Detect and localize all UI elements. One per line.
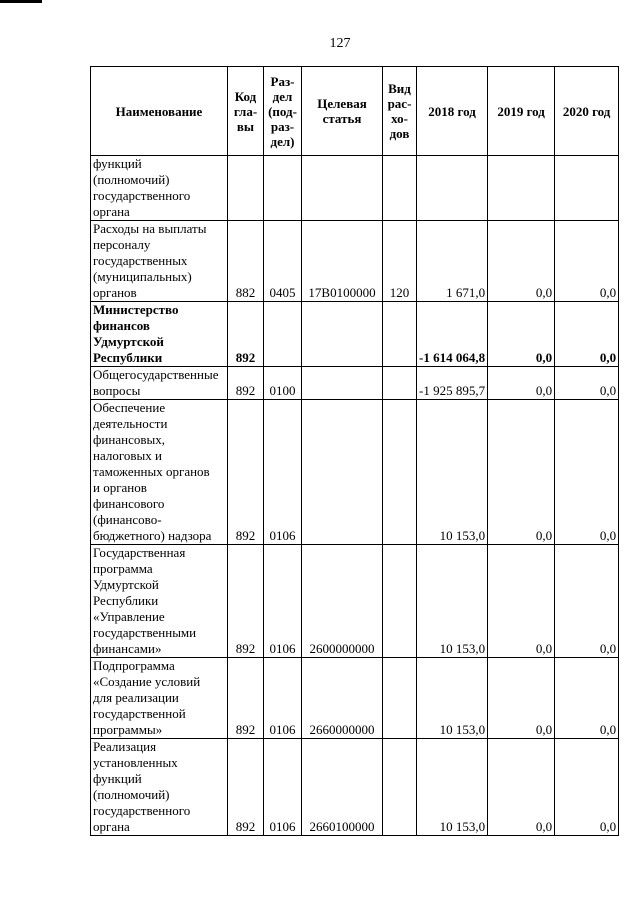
cell-expense-type: 120 (383, 221, 417, 302)
table-row (91, 400, 619, 545)
corner-mark (0, 0, 42, 3)
header-name: Наименование (91, 67, 228, 156)
cell-name: функций (полномочий) государственного органа (91, 156, 228, 221)
cell-2018: -1 614 064,8 (417, 302, 488, 367)
cell-2018: 10 153,0 (417, 658, 488, 739)
cell-chapter-code: 892 (228, 739, 264, 836)
header-target-article: Целевая статья (302, 67, 383, 156)
cell-chapter-code: 882 (228, 221, 264, 302)
table-row (91, 545, 619, 658)
cell-expense-type (383, 739, 417, 836)
cell-2020: 0,0 (555, 658, 619, 739)
cell-2018: -1 925 895,7 (417, 367, 488, 400)
cell-section (264, 156, 302, 221)
cell-2018: 10 153,0 (417, 400, 488, 545)
cell-section: 0106 (264, 739, 302, 836)
cell-expense-type (383, 658, 417, 739)
cell-chapter-code: 892 (228, 367, 264, 400)
header-expense-type: Вид рас- хо- дов (383, 67, 417, 156)
cell-2019 (488, 156, 555, 221)
cell-chapter-code: 892 (228, 658, 264, 739)
cell-target-article: 17В0100000 (302, 221, 383, 302)
cell-target-article: 2600000000 (302, 545, 383, 658)
cell-2019: 0,0 (488, 400, 555, 545)
cell-2019: 0,0 (488, 658, 555, 739)
budget-table (90, 66, 619, 836)
cell-chapter-code (228, 156, 264, 221)
cell-2020: 0,0 (555, 367, 619, 400)
table-row (91, 367, 619, 400)
cell-name: Общегосударственные вопросы (91, 367, 228, 400)
cell-target-article (302, 156, 383, 221)
cell-expense-type (383, 367, 417, 400)
cell-expense-type (383, 302, 417, 367)
table-row (91, 302, 619, 367)
cell-name: Министерство финансов Удмуртской Республики (91, 302, 228, 367)
header-row (91, 67, 619, 156)
cell-2019: 0,0 (488, 302, 555, 367)
cell-2020: 0,0 (555, 221, 619, 302)
cell-name: Расходы на выплаты персоналу государственных (муниципальных) органов (91, 221, 228, 302)
table-body (91, 156, 619, 836)
header-2020: 2020 год (555, 67, 619, 156)
cell-section: 0106 (264, 658, 302, 739)
cell-section: 0106 (264, 545, 302, 658)
page-number: 127 (329, 36, 351, 51)
cell-expense-type (383, 156, 417, 221)
cell-expense-type (383, 545, 417, 658)
cell-target-article (302, 400, 383, 545)
cell-target-article (302, 302, 383, 367)
cell-2020: 0,0 (555, 545, 619, 658)
cell-name: Реализация установленных функций (полномочий) государственного органа (91, 739, 228, 836)
cell-2018 (417, 156, 488, 221)
table-row (91, 156, 619, 221)
cell-2019: 0,0 (488, 739, 555, 836)
cell-2019: 0,0 (488, 221, 555, 302)
cell-2020: 0,0 (555, 400, 619, 545)
cell-chapter-code: 892 (228, 545, 264, 658)
cell-target-article (302, 367, 383, 400)
cell-section: 0100 (264, 367, 302, 400)
cell-target-article: 2660000000 (302, 658, 383, 739)
cell-name: Обеспечение деятельности финансовых, налоговых и таможенных органов и органов финансового (финансово- бюджетного) надзора (91, 400, 228, 545)
table-row (91, 221, 619, 302)
cell-name: Подпрограмма «Создание условий для реализации государственной программы» (91, 658, 228, 739)
cell-target-article: 2660100000 (302, 739, 383, 836)
cell-chapter-code: 892 (228, 302, 264, 367)
cell-2018: 10 153,0 (417, 545, 488, 658)
cell-section (264, 302, 302, 367)
cell-name: Государственная программа Удмуртской Республики «Управление государственными финансами» (91, 545, 228, 658)
cell-2018: 1 671,0 (417, 221, 488, 302)
header-2019: 2019 год (488, 67, 555, 156)
cell-chapter-code: 892 (228, 400, 264, 545)
header-chapter-code: Код гла- вы (228, 67, 264, 156)
cell-expense-type (383, 400, 417, 545)
header-section: Раз- дел (под- раз- дел) (264, 67, 302, 156)
cell-2019: 0,0 (488, 545, 555, 658)
table-row (91, 658, 619, 739)
table-row (91, 739, 619, 836)
header-2018: 2018 год (417, 67, 488, 156)
cell-2019: 0,0 (488, 367, 555, 400)
cell-2018: 10 153,0 (417, 739, 488, 836)
cell-2020: 0,0 (555, 302, 619, 367)
cell-2020: 0,0 (555, 739, 619, 836)
cell-2020 (555, 156, 619, 221)
cell-section: 0405 (264, 221, 302, 302)
cell-section: 0106 (264, 400, 302, 545)
